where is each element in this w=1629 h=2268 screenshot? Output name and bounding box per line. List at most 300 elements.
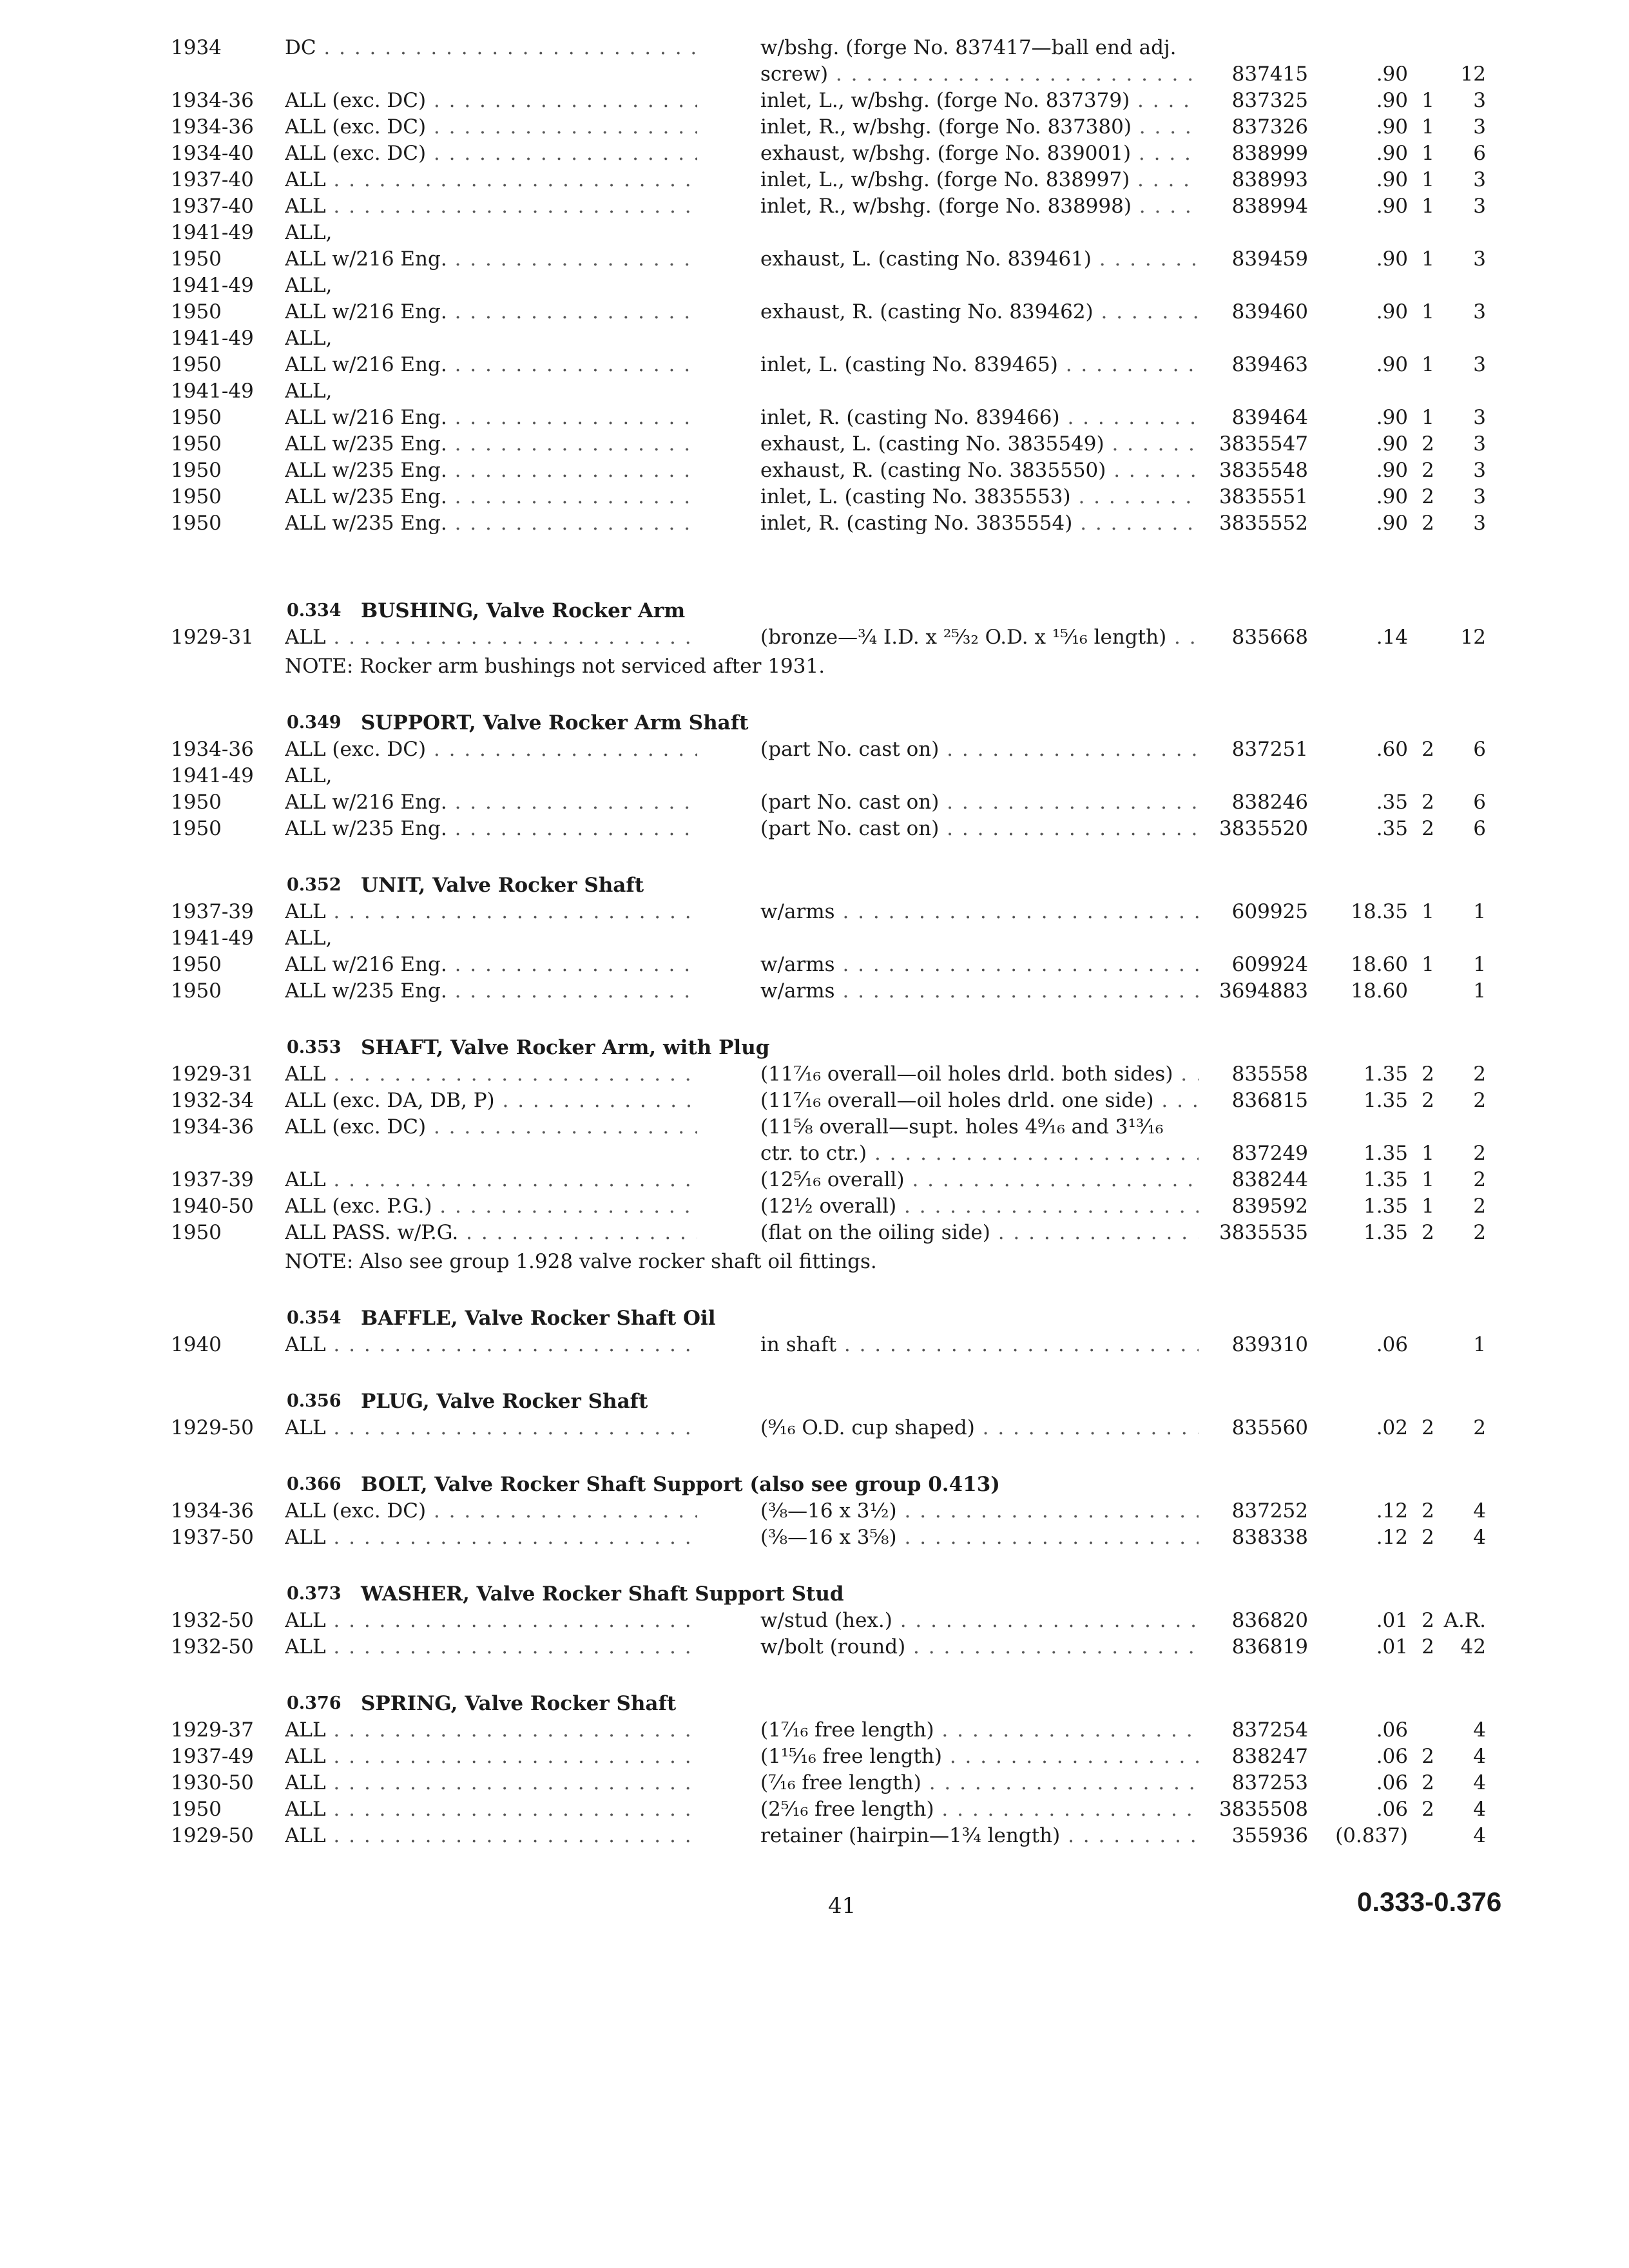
row-model: ALL w/235 Eng. . . . — [285, 431, 697, 457]
row-description: inlet, R., w/bshg. (forge No. 838998) . . . — [760, 193, 1199, 219]
row-year: 1950 — [171, 353, 222, 376]
row-model: ALL w/216 Eng. . . . — [285, 952, 697, 977]
table-row — [0, 1415, 1629, 1441]
section-heading — [0, 1389, 1629, 1414]
row-model: ALL w/235 Eng. . . . — [285, 457, 697, 483]
row-part-number: 835560 — [1231, 1416, 1308, 1439]
row-description: exhaust, L. (casting No. 839461) . . . — [760, 246, 1199, 272]
row-model: ALL . . . — [285, 1770, 697, 1796]
row-part-number: 839463 — [1231, 353, 1308, 376]
row-model: ALL . . . — [285, 1796, 697, 1822]
row-code: 2 — [1422, 738, 1434, 761]
row-part-number: 838244 — [1231, 1168, 1308, 1191]
row-year: 1929-50 — [171, 1824, 254, 1847]
row-year: 1934-36 — [171, 738, 254, 761]
row-quantity: 3 — [1473, 485, 1486, 508]
row-part-number: 609925 — [1231, 900, 1308, 923]
row-year: 1950 — [171, 1221, 222, 1244]
row-price: .90 — [1376, 406, 1408, 429]
table-row — [0, 88, 1629, 113]
row-quantity: 1 — [1473, 979, 1486, 1003]
row-price: .06 — [1376, 1771, 1408, 1794]
section-heading — [0, 872, 1629, 898]
table-row — [0, 457, 1629, 483]
table-row — [0, 140, 1629, 166]
row-year: 1950 — [171, 953, 222, 976]
row-code: 2 — [1422, 1745, 1434, 1768]
row-price: 1.35 — [1363, 1168, 1408, 1191]
table-row — [0, 1608, 1629, 1633]
row-part-number: 835668 — [1231, 626, 1308, 649]
note-text: NOTE: Rocker arm bushings not serviced after 1931. — [285, 655, 825, 678]
row-model: ALL (exc. DC) . . . — [285, 114, 697, 140]
row-model: ALL . . . — [285, 899, 697, 925]
table-row — [0, 1114, 1629, 1140]
row-description: inlet, L., w/bshg. (forge No. 837379) . . . — [760, 88, 1199, 113]
row-description: (1¹⁵⁄₁₆ free length) . . . — [760, 1744, 1199, 1769]
section-heading — [0, 1035, 1629, 1061]
row-description: inlet, L. (casting No. 839465) . . . — [760, 352, 1199, 378]
row-description: (⁹⁄₁₆ O.D. cup shaped) . . . — [760, 1415, 1199, 1441]
section-title: PLUG, Valve Rocker Shaft — [361, 1390, 648, 1413]
row-code: 2 — [1422, 1089, 1434, 1112]
row-description: inlet, R., w/bshg. (forge No. 837380) . . . — [760, 114, 1199, 140]
row-code: 1 — [1422, 1142, 1434, 1165]
table-row — [0, 1770, 1629, 1796]
row-year: 1937-39 — [171, 1168, 254, 1191]
row-model: ALL, — [285, 327, 333, 350]
table-row — [0, 114, 1629, 140]
row-description: (⁷⁄₁₆ free length) . . . — [760, 1770, 1199, 1796]
row-price: .02 — [1376, 1416, 1408, 1439]
row-quantity: 12 — [1460, 62, 1486, 86]
row-quantity: 3 — [1473, 115, 1486, 139]
row-price: 1.35 — [1363, 1089, 1408, 1112]
row-quantity: 4 — [1473, 1745, 1486, 1768]
row-price: .90 — [1376, 512, 1408, 535]
row-quantity: 4 — [1473, 1798, 1486, 1821]
row-description: exhaust, R. (casting No. 3835550) . . . — [760, 457, 1199, 483]
section-number: 0.354 — [287, 1308, 342, 1328]
row-code: 1 — [1422, 953, 1434, 976]
row-code: 1 — [1422, 300, 1434, 323]
row-price: .06 — [1376, 1333, 1408, 1356]
row-year: 1950 — [171, 247, 222, 271]
row-year: 1940 — [171, 1333, 222, 1356]
row-description: exhaust, w/bshg. (forge No. 839001) . . . — [760, 140, 1199, 166]
table-row — [0, 1498, 1629, 1524]
row-model: ALL . . . — [285, 1634, 697, 1660]
row-code: 2 — [1422, 512, 1434, 535]
row-code: 2 — [1422, 485, 1434, 508]
table-row — [0, 61, 1629, 87]
row-model: ALL (exc. DC) . . . — [285, 88, 697, 113]
row-code: 1 — [1422, 89, 1434, 112]
table-row — [0, 1634, 1629, 1660]
row-quantity: 3 — [1473, 195, 1486, 218]
row-model: ALL w/216 Eng. . . . — [285, 405, 697, 430]
row-part-number: 839460 — [1231, 300, 1308, 323]
row-year: 1950 — [171, 791, 222, 814]
row-model: ALL w/216 Eng. . . . — [285, 352, 697, 378]
table-row — [0, 431, 1629, 457]
row-description: inlet, L., w/bshg. (forge No. 838997) . . . — [760, 167, 1199, 193]
section-heading — [0, 710, 1629, 736]
row-description: exhaust, R. (casting No. 839462) . . . — [760, 299, 1199, 325]
row-year: 1950 — [171, 512, 222, 535]
section-number: 0.349 — [287, 713, 342, 733]
row-part-number: 839459 — [1231, 247, 1308, 271]
row-year: 1932-50 — [171, 1609, 254, 1632]
row-part-number: 3835548 — [1219, 459, 1308, 482]
row-quantity: 3 — [1473, 512, 1486, 535]
row-model: ALL . . . — [285, 193, 697, 219]
section-heading — [0, 1472, 1629, 1497]
row-model: ALL . . . — [285, 167, 697, 193]
row-model: ALL, — [285, 221, 333, 244]
table-row — [0, 352, 1629, 378]
section-number: 0.334 — [287, 601, 342, 620]
row-year: 1950 — [171, 817, 222, 840]
row-model: ALL w/235 Eng. . . . — [285, 510, 697, 536]
section-title: WASHER, Valve Rocker Shaft Support Stud — [361, 1582, 844, 1606]
row-price: .14 — [1376, 626, 1408, 649]
row-part-number: 838246 — [1231, 791, 1308, 814]
note-text: NOTE: Also see group 1.928 valve rocker shaft oil fittings. — [285, 1250, 877, 1273]
row-price: .90 — [1376, 195, 1408, 218]
table-row — [0, 510, 1629, 536]
row-price: (0.837) — [1335, 1824, 1408, 1847]
table-row — [0, 378, 1629, 404]
row-price: .90 — [1376, 459, 1408, 482]
table-row — [0, 193, 1629, 219]
row-year: 1940-50 — [171, 1195, 254, 1218]
section-number: 0.366 — [287, 1474, 342, 1494]
table-row — [0, 167, 1629, 193]
row-description: w/arms . . . — [760, 952, 1199, 977]
row-code: 1 — [1422, 1168, 1434, 1191]
row-price: .90 — [1376, 300, 1408, 323]
section-note — [0, 1249, 1629, 1274]
row-part-number: 3694883 — [1219, 979, 1308, 1003]
section-number: 0.376 — [287, 1693, 342, 1713]
row-quantity: 3 — [1473, 406, 1486, 429]
table-row — [0, 1220, 1629, 1245]
row-quantity: 3 — [1473, 168, 1486, 191]
row-part-number: 609924 — [1231, 953, 1308, 976]
row-part-number: 837251 — [1231, 738, 1308, 761]
group-range: 0.333-0.376 — [1357, 1887, 1502, 1917]
row-part-number: 837326 — [1231, 115, 1308, 139]
row-year: 1932-50 — [171, 1635, 254, 1658]
table-row — [0, 299, 1629, 325]
row-model: ALL PASS. w/P.G. . . . — [285, 1220, 697, 1245]
row-model: ALL (exc. P.G.) . . . — [285, 1193, 697, 1219]
row-description: w/stud (hex.) . . . — [760, 1608, 1199, 1633]
row-year: 1950 — [171, 485, 222, 508]
row-description: (11⁷⁄₁₆ overall—oil holes drld. one side) . . . — [760, 1088, 1199, 1113]
row-price: .90 — [1376, 115, 1408, 139]
row-part-number: 3835552 — [1219, 512, 1308, 535]
table-row — [0, 1332, 1629, 1358]
row-model: ALL . . . — [285, 1823, 697, 1849]
section-title: BAFFLE, Valve Rocker Shaft Oil — [361, 1307, 716, 1330]
row-description: inlet, R. (casting No. 3835554) . . . — [760, 510, 1199, 536]
row-code: 1 — [1422, 142, 1434, 165]
row-code: 1 — [1422, 168, 1434, 191]
table-row — [0, 484, 1629, 510]
row-quantity: 3 — [1473, 459, 1486, 482]
row-code: 2 — [1422, 459, 1434, 482]
row-quantity: 12 — [1460, 626, 1486, 649]
row-year: 1941-49 — [171, 764, 254, 787]
row-part-number: 838999 — [1231, 142, 1308, 165]
row-quantity: 1 — [1473, 1333, 1486, 1356]
row-quantity: 2 — [1473, 1062, 1486, 1086]
row-part-number: 836819 — [1231, 1635, 1308, 1658]
row-part-number: 837415 — [1231, 62, 1308, 86]
section-number: 0.373 — [287, 1584, 342, 1604]
section-title: SHAFT, Valve Rocker Arm, with Plug — [361, 1036, 770, 1059]
table-row — [0, 899, 1629, 925]
row-part-number: 837325 — [1231, 89, 1308, 112]
row-year: 1950 — [171, 979, 222, 1003]
row-year: 1934 — [171, 36, 222, 59]
table-row — [0, 1088, 1629, 1113]
section-title: SUPPORT, Valve Rocker Arm Shaft — [361, 711, 749, 735]
row-part-number: 837253 — [1231, 1771, 1308, 1794]
row-quantity: 3 — [1473, 300, 1486, 323]
section-number: 0.353 — [287, 1037, 342, 1057]
row-part-number: 355936 — [1231, 1824, 1308, 1847]
row-quantity: 2 — [1473, 1168, 1486, 1191]
section-title: SPRING, Valve Rocker Shaft — [361, 1692, 677, 1715]
row-model: ALL (exc. DC) . . . — [285, 1498, 697, 1524]
row-year: 1930-50 — [171, 1771, 254, 1794]
row-code: 2 — [1422, 1062, 1434, 1086]
row-description: (part No. cast on) . . . — [760, 736, 1199, 762]
row-price: 18.35 — [1351, 900, 1408, 923]
row-model: ALL, — [285, 380, 333, 403]
row-quantity: A.R. — [1443, 1609, 1486, 1632]
row-price: .90 — [1376, 432, 1408, 456]
row-part-number: 838994 — [1231, 195, 1308, 218]
table-row — [0, 1524, 1629, 1550]
row-price: .90 — [1376, 142, 1408, 165]
row-year: 1934-36 — [171, 1499, 254, 1523]
row-price: 1.35 — [1363, 1195, 1408, 1218]
row-model: ALL . . . — [285, 1608, 697, 1633]
row-year: 1950 — [171, 300, 222, 323]
row-year: 1950 — [171, 459, 222, 482]
row-year: 1941-49 — [171, 380, 254, 403]
row-model: ALL . . . — [285, 1744, 697, 1769]
table-row — [0, 763, 1629, 789]
row-year: 1937-40 — [171, 168, 254, 191]
row-year: 1934-36 — [171, 115, 254, 139]
row-description: (part No. cast on) . . . — [760, 789, 1199, 815]
row-model: ALL, — [285, 927, 333, 950]
section-title: UNIT, Valve Rocker Shaft — [361, 874, 644, 897]
row-part-number: 839310 — [1231, 1333, 1308, 1356]
row-part-number: 839464 — [1231, 406, 1308, 429]
row-model: ALL . . . — [285, 1061, 697, 1087]
row-price: 1.35 — [1363, 1062, 1408, 1086]
row-model: ALL (exc. DC) . . . — [285, 1114, 697, 1140]
table-row — [0, 789, 1629, 815]
row-description: inlet, R. (casting No. 839466) . . . — [760, 405, 1199, 430]
row-year: 1937-39 — [171, 900, 254, 923]
section-note — [0, 653, 1629, 679]
row-year: 1941-49 — [171, 927, 254, 950]
row-code: 2 — [1422, 1635, 1434, 1658]
row-model: ALL (exc. DA, DB, P) . . . — [285, 1088, 697, 1113]
row-part-number: 838993 — [1231, 168, 1308, 191]
row-part-number: 3835551 — [1219, 485, 1308, 508]
row-description: ctr. to ctr.) . . . — [760, 1140, 1199, 1166]
row-model: ALL w/216 Eng. . . . — [285, 246, 697, 272]
row-year: 1929-31 — [171, 1062, 254, 1086]
row-part-number: 3835508 — [1219, 1798, 1308, 1821]
row-year: 1937-40 — [171, 195, 254, 218]
row-model: ALL . . . — [285, 1415, 697, 1441]
row-quantity: 42 — [1460, 1635, 1486, 1658]
row-year: 1934-36 — [171, 1115, 254, 1139]
row-price: .06 — [1376, 1798, 1408, 1821]
row-model: ALL (exc. DC) . . . — [285, 736, 697, 762]
table-row — [0, 220, 1629, 245]
row-description: in shaft . . . — [760, 1332, 1199, 1358]
table-row — [0, 816, 1629, 841]
table-row — [0, 952, 1629, 977]
row-description: (bronze—¾ I.D. x ²⁵⁄₃₂ O.D. x ¹⁵⁄₁₆ length) . . . — [760, 624, 1199, 650]
row-code: 2 — [1422, 1416, 1434, 1439]
row-quantity: 2 — [1473, 1195, 1486, 1218]
row-description: (flat on the oiling side) . . . — [760, 1220, 1199, 1245]
row-year: 1941-49 — [171, 274, 254, 297]
row-price: .12 — [1376, 1499, 1408, 1523]
row-price: .90 — [1376, 247, 1408, 271]
section-number: 0.352 — [287, 875, 342, 895]
table-row — [0, 1167, 1629, 1193]
row-price: .90 — [1376, 485, 1408, 508]
table-row — [0, 325, 1629, 351]
section-number: 0.356 — [287, 1391, 342, 1411]
row-year: 1929-50 — [171, 1416, 254, 1439]
row-quantity: 6 — [1473, 142, 1486, 165]
row-description: inlet, L. (casting No. 3835553) . . . — [760, 484, 1199, 510]
row-year: 1932-34 — [171, 1089, 254, 1112]
section-heading — [0, 1305, 1629, 1331]
row-price: .90 — [1376, 353, 1408, 376]
row-year: 1929-31 — [171, 626, 254, 649]
row-quantity: 6 — [1473, 791, 1486, 814]
table-row — [0, 1140, 1629, 1166]
row-part-number: 836815 — [1231, 1089, 1308, 1112]
row-code: 2 — [1422, 1221, 1434, 1244]
row-year: 1937-50 — [171, 1526, 254, 1549]
row-year: 1950 — [171, 406, 222, 429]
row-part-number: 836820 — [1231, 1609, 1308, 1632]
row-quantity: 3 — [1473, 89, 1486, 112]
row-description: (11⅝ overall—supt. holes 4⁹⁄₁₆ and 3¹³⁄₁₆ — [760, 1115, 1164, 1139]
row-description: retainer (hairpin—1¾ length) . . . — [760, 1823, 1199, 1849]
row-part-number: 838247 — [1231, 1745, 1308, 1768]
row-quantity: 1 — [1473, 900, 1486, 923]
row-code: 1 — [1422, 900, 1434, 923]
section-title: BUSHING, Valve Rocker Arm — [361, 599, 686, 622]
row-description: w/bolt (round) . . . — [760, 1634, 1199, 1660]
row-quantity: 4 — [1473, 1824, 1486, 1847]
row-year: 1937-49 — [171, 1745, 254, 1768]
row-description: (11⁷⁄₁₆ overall—oil holes drld. both sides) . . . — [760, 1061, 1199, 1087]
row-quantity: 6 — [1473, 817, 1486, 840]
row-code: 1 — [1422, 1195, 1434, 1218]
row-quantity: 4 — [1473, 1499, 1486, 1523]
row-price: .01 — [1376, 1609, 1408, 1632]
row-price: 1.35 — [1363, 1142, 1408, 1165]
row-model: ALL . . . — [285, 1332, 697, 1358]
row-quantity: 2 — [1473, 1142, 1486, 1165]
row-code: 1 — [1422, 195, 1434, 218]
page-number: 41 — [828, 1893, 856, 1919]
row-code: 2 — [1422, 817, 1434, 840]
row-quantity: 4 — [1473, 1526, 1486, 1549]
table-row — [0, 1823, 1629, 1849]
row-code: 1 — [1422, 115, 1434, 139]
table-row — [0, 405, 1629, 430]
row-code: 2 — [1422, 1609, 1434, 1632]
table-row — [0, 1744, 1629, 1769]
row-price: .35 — [1376, 817, 1408, 840]
row-year: 1929-37 — [171, 1718, 254, 1742]
row-model: ALL . . . — [285, 1167, 697, 1193]
row-code: 2 — [1422, 1499, 1434, 1523]
row-model: ALL . . . — [285, 1524, 697, 1550]
row-price: .90 — [1376, 62, 1408, 86]
row-description: (12⁵⁄₁₆ overall) . . . — [760, 1167, 1199, 1193]
table-row — [0, 246, 1629, 272]
row-quantity: 6 — [1473, 738, 1486, 761]
row-price: .35 — [1376, 791, 1408, 814]
row-part-number: 837252 — [1231, 1499, 1308, 1523]
row-quantity: 3 — [1473, 247, 1486, 271]
table-row — [0, 273, 1629, 298]
row-quantity: 3 — [1473, 432, 1486, 456]
row-model: ALL, — [285, 274, 333, 297]
row-part-number: 837254 — [1231, 1718, 1308, 1742]
row-year: 1941-49 — [171, 221, 254, 244]
row-model: ALL w/216 Eng. . . . — [285, 789, 697, 815]
table-row — [0, 1796, 1629, 1822]
row-quantity: 3 — [1473, 353, 1486, 376]
row-price: .01 — [1376, 1635, 1408, 1658]
row-code: 2 — [1422, 1526, 1434, 1549]
row-model: ALL . . . — [285, 624, 697, 650]
row-description: w/bshg. (forge No. 837417—ball end adj. — [760, 36, 1177, 59]
row-model: ALL w/216 Eng. . . . — [285, 299, 697, 325]
row-model: DC . . . — [285, 35, 697, 61]
table-row — [0, 1717, 1629, 1743]
row-quantity: 1 — [1473, 953, 1486, 976]
row-code: 2 — [1422, 1771, 1434, 1794]
row-description: (⅜—16 x 3⅝) . . . — [760, 1524, 1199, 1550]
row-description: (2⁵⁄₁₆ free length) . . . — [760, 1796, 1199, 1822]
section-heading — [0, 598, 1629, 624]
row-price: .90 — [1376, 89, 1408, 112]
row-part-number: 835558 — [1231, 1062, 1308, 1086]
section-title: BOLT, Valve Rocker Shaft Support (also see group 0.413) — [361, 1473, 1000, 1496]
